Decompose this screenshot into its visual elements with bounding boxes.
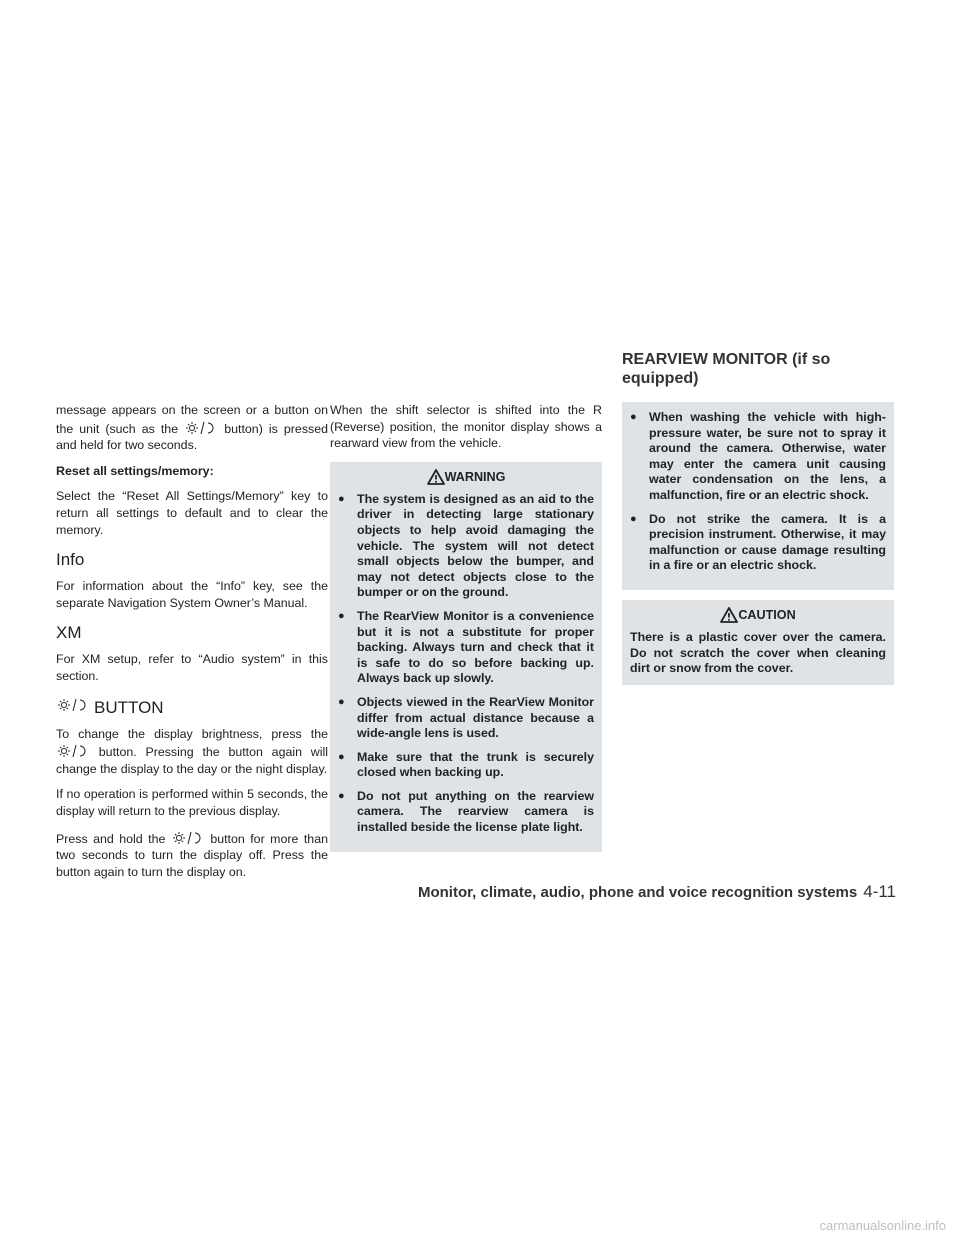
button-p1-text-a: To change the display brightness, press the bbox=[56, 726, 328, 741]
info-heading: Info bbox=[56, 550, 85, 570]
list-item: ● Do not strike the camera. It is a precision instrument. Otherwise, it may malfunction or cause damage resulting in a fire or an electric shock. bbox=[630, 512, 886, 574]
intro-text-b: button) is pressed and held for two seconds. bbox=[56, 421, 328, 453]
rearview-intro: When the shift selector is shifted into the R (Reverse) position, the monitor display shows a rearward view from the vehicle. bbox=[330, 403, 602, 451]
page-footer bbox=[418, 882, 896, 902]
list-item: ● Do not put anything on the rearview camera. The rearview camera is installed beside the license plate light. bbox=[338, 789, 594, 836]
warning-box-continued bbox=[622, 402, 894, 590]
button-p1-text-b: button. Pressing the button again will change the display to the day or the night display. bbox=[56, 745, 328, 776]
caution-header bbox=[630, 604, 886, 626]
left-column bbox=[56, 402, 328, 889]
warning-list bbox=[338, 492, 594, 836]
warning-triangle-icon bbox=[427, 469, 445, 485]
list-item: ● Objects viewed in the RearView Monitor differ from actual distance because a wide-angle lens is used. bbox=[338, 695, 594, 742]
watermark: carmanualsonline.info bbox=[819, 1218, 946, 1233]
button-heading-text: BUTTON bbox=[94, 697, 164, 717]
warning-list-continued bbox=[630, 406, 886, 574]
warning-label: WARNING bbox=[444, 469, 506, 484]
sun-moon-icon bbox=[56, 697, 94, 713]
page-number: 4-11 bbox=[863, 882, 896, 901]
caution-text: There is a plastic cover over the camera. Do not scratch the cover when cleaning dirt or snow from the cover. bbox=[630, 629, 886, 676]
list-item: ● Make sure that the trunk is securely closed when backing up. bbox=[338, 750, 594, 781]
info-text: For information about the “Info” key, see the separate Navigation System Owner’s Manual. bbox=[56, 579, 328, 610]
xm-text: For XM setup, refer to “Audio system” in this section. bbox=[56, 652, 328, 683]
list-item: ● The RearView Monitor is a convenience but it is not a substitute for proper backing. Always turn and check that it is safe to do so before backing up. Always back up slowly. bbox=[338, 609, 594, 687]
button-paragraph-3 bbox=[56, 829, 328, 881]
warning-box bbox=[330, 462, 602, 852]
button-p3-text-b: button for more than two seconds to turn the display off. Press the button again to turn the display on. bbox=[56, 831, 328, 879]
intro-paragraph bbox=[56, 402, 328, 454]
reset-text: Select the “Reset All Settings/Memory” key to return all settings to default and to clear the memory. bbox=[56, 489, 328, 537]
button-heading bbox=[56, 697, 328, 718]
right-column bbox=[622, 402, 894, 685]
caution-box bbox=[622, 600, 894, 685]
sun-moon-icon bbox=[184, 421, 218, 435]
list-item: ● When washing the vehicle with high-pressure water, be sure not to spray it around the camera. Otherwise, water may enter the camera unit causing water condensation on the lens, a malfunction, fire or an electric shock. bbox=[630, 410, 886, 504]
section-title: REARVIEW MONITOR (if so equipped) bbox=[622, 351, 831, 387]
middle-column bbox=[330, 402, 602, 852]
button-paragraph-1 bbox=[56, 726, 328, 778]
intro-text-a: message appears on the screen or a button on the unit (such as the bbox=[56, 403, 328, 436]
xm-heading: XM bbox=[56, 623, 82, 643]
warning-triangle-icon bbox=[720, 607, 738, 623]
sun-moon-icon bbox=[171, 831, 205, 845]
reset-heading: Reset all settings/memory: bbox=[56, 463, 214, 478]
list-item: ● The system is designed as an aid to the driver in detecting large stationary objects to help avoid damaging the vehicle. The system will not detect small objects below the bumper, and may not detect objects close to the bumper or on the ground. bbox=[338, 492, 594, 601]
sun-moon-icon bbox=[56, 744, 90, 758]
warning-header bbox=[338, 466, 594, 488]
caution-label: CAUTION bbox=[738, 607, 796, 622]
button-p3-text-a: Press and hold the bbox=[56, 831, 166, 846]
chapter-title: Monitor, climate, audio, phone and voice recognition systems bbox=[417, 884, 858, 901]
button-paragraph-2: If no operation is performed within 5 seconds, the display will return to the previous display. bbox=[56, 787, 328, 818]
